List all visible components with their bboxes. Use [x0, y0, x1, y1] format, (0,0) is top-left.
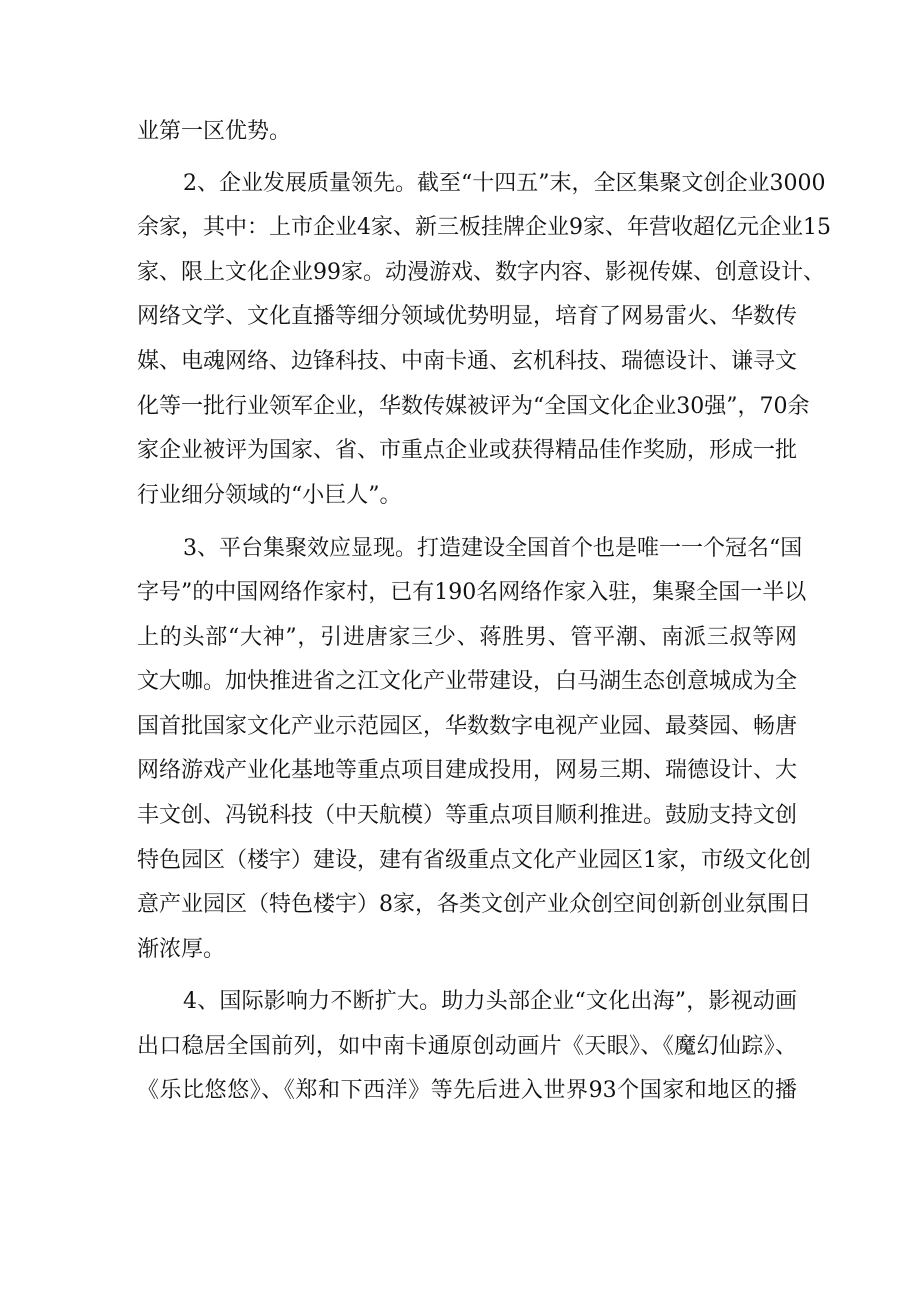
paragraph-3-line-3: 上的头部“大神”，引进唐家三少、蒋胜男、管平潮、南派三叔等网	[137, 625, 797, 650]
paragraph-3-line-9: 意产业园区（特色楼宇）8家，各类文创产业众创空间创新创业氛围日	[137, 892, 811, 917]
paragraph-4-line-2: 出口稳居全国前列，如中南卡通原创动画片《天眼》、《魔幻仙踪》、	[137, 1034, 797, 1059]
paragraph-3-line-6: 网络游戏产业化基地等重点项目建成投用，网易三期、瑞德设计、大	[137, 758, 798, 783]
paragraph-3-line-8: 特色园区（楼宇）建设，建有省级重点文化产业园区1家，市级文化创	[137, 848, 811, 873]
paragraph-2-line-2: 余家，其中：上市企业4家、新三板挂牌企业9家、年营收超亿元企业15	[137, 215, 831, 240]
paragraph-2-line-1: 2、企业发展质量领先。截至“十四五”末，全区集聚文创企业3000	[183, 171, 826, 196]
paragraph-3-line-2: 字号”的中国网络作家村，已有190名网络作家入驻，集聚全国一半以	[137, 580, 807, 605]
paragraph-1-line-1: 业第一区优势。	[137, 119, 292, 144]
paragraph-4-line-1: 4、国际影响力不断扩大。助力头部企业“文化出海”，影视动画	[183, 989, 797, 1014]
paragraph-2-line-6: 化等一批行业领军企业，华数传媒被评为“全国文化企业30强”，70余	[137, 394, 810, 419]
paragraph-4-line-3: 《乐比悠悠》、《郑和下西洋》等先后进入世界93个国家和地区的播	[137, 1078, 797, 1103]
paragraph-3-line-7: 丰文创、冯锐科技（中天航模）等重点项目顺利推进。鼓励支持文创	[137, 803, 798, 828]
paragraph-2-line-8: 行业细分领域的“小巨人”。	[137, 483, 402, 508]
paragraph-2-line-3: 家、限上文化企业99家。动漫游戏、数字内容、影视传媒、创意设计、	[137, 260, 825, 285]
paragraph-2-line-7: 家企业被评为国家、省、市重点企业或获得精品佳作奖励，形成一批	[137, 438, 798, 463]
paragraph-3-line-5: 国首批国家文化产业示范园区，华数数字电视产业园、最葵园、畅唐	[137, 714, 798, 739]
paragraph-3-line-10: 渐浓厚。	[137, 937, 226, 962]
paragraph-3-line-1: 3、平台集聚效应显现。打造建设全国首个也是唯一一个冠名“国	[183, 536, 803, 561]
paragraph-2-line-4: 网络文学、文化直播等细分领域优势明显，培育了网易雷火、华数传	[137, 304, 798, 329]
paragraph-3-line-4: 文大咖。加快推进省之江文化产业带建设，白马湖生态创意城成为全	[137, 669, 798, 694]
paragraph-2-line-5: 媒、电魂网络、边锋科技、中南卡通、玄机科技、瑞德设计、谦寻文	[137, 349, 798, 374]
